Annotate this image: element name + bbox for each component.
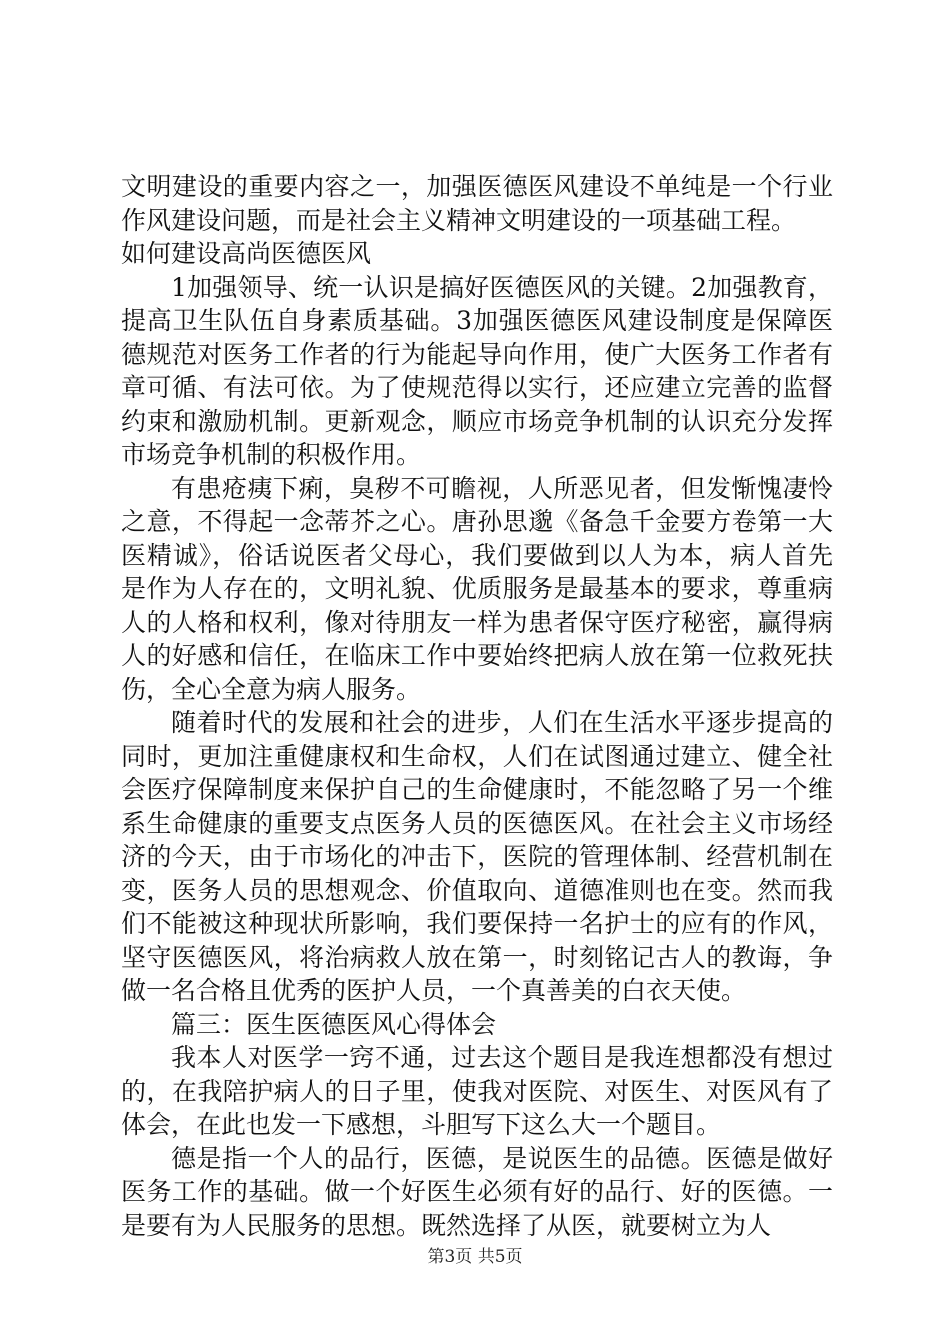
section-heading-part-three: 篇三：医生医德医风心得体会 <box>171 1009 497 1039</box>
paragraph-1: 文明建设的重要内容之一，加强医德医风建设不单纯是一个行业作风建设问题，而是社会主义精神文明建设的一项基础工程。 <box>121 172 833 235</box>
page-footer <box>0 1246 950 1268</box>
document-body <box>121 170 833 1242</box>
section-heading-noble-ethics: 如何建设高尚医德医风 <box>121 239 372 268</box>
paragraph-7: 我本人对医学一窍不通，过去这个题目是我连想都没有想过的，在我陪护病人的日子里，使我对医院、对医生、对医风有了体会，在此也发一下感想，斗胆写下这么大一个题目。 <box>121 1043 833 1139</box>
paragraph-8: 德是指一个人的品行，医德，是说医生的品德。医德是做好医务工作的基础。做一个好医生必须有好的品行、好的医德。一是要有为人民服务的思想。既然选择了从医，就要树立为人 <box>121 1143 833 1240</box>
paragraph-5: 随着时代的发展和社会的进步，人们在生活水平逐步提高的同时，更加注重健康权和生命权，人们在试图通过建立、健全社会医疗保障制度来保护自己的生命健康时，不能忽略了另一个维系生命健康的重要支点医务人员的医德医风。在社会主义市场经济的今天，由于市场化的冲击下，医院的管理体制、经营机制在变，医务人员的思想观念、价值取向、道德准则也在变。然而我们不能被这种现状所影响，我们要保持一名护士的应有的作风，坚守医德医风，将治病救人放在第一，时刻铭记古人的教诲，争做一名合格且优秀的医护人员，一个真善美的白衣天使。 <box>121 708 833 1005</box>
page-number-label: 第3页 共5页 <box>427 1247 523 1267</box>
paragraph-4: 有患疮痍下痢，臭秽不可瞻视，人所恶见者，但发惭愧凄怜之意，不得起一念蒂芥之心。唐孙思邈《备急千金要方卷第一大医精诚》，俗话说医者父母心，我们要做到以人为本，病人首先是作为人存在的，文明礼貌、优质服务是最基本的要求，尊重病人的人格和权利，像对待朋友一样为患者保守医疗秘密，赢得病人的好感和信任，在临床工作中要始终把病人放在第一位救死扶伤，全心全意为病人服务。 <box>121 473 833 704</box>
paragraph-3: 1加强领导、统一认识是搞好医德医风的关键。2加强教育，提高卫生队伍自身素质基础。3加强医德医风建设制度是保障医德规范对医务工作者的行为能起导向作用，使广大医务工作者有章可循、有法可依。为了使规范得以实行，还应建立完善的监督约束和激励机制。更新观念，顺应市场竞争机制的认识充分发挥市场竞争机制的积极作用。 <box>121 272 833 469</box>
